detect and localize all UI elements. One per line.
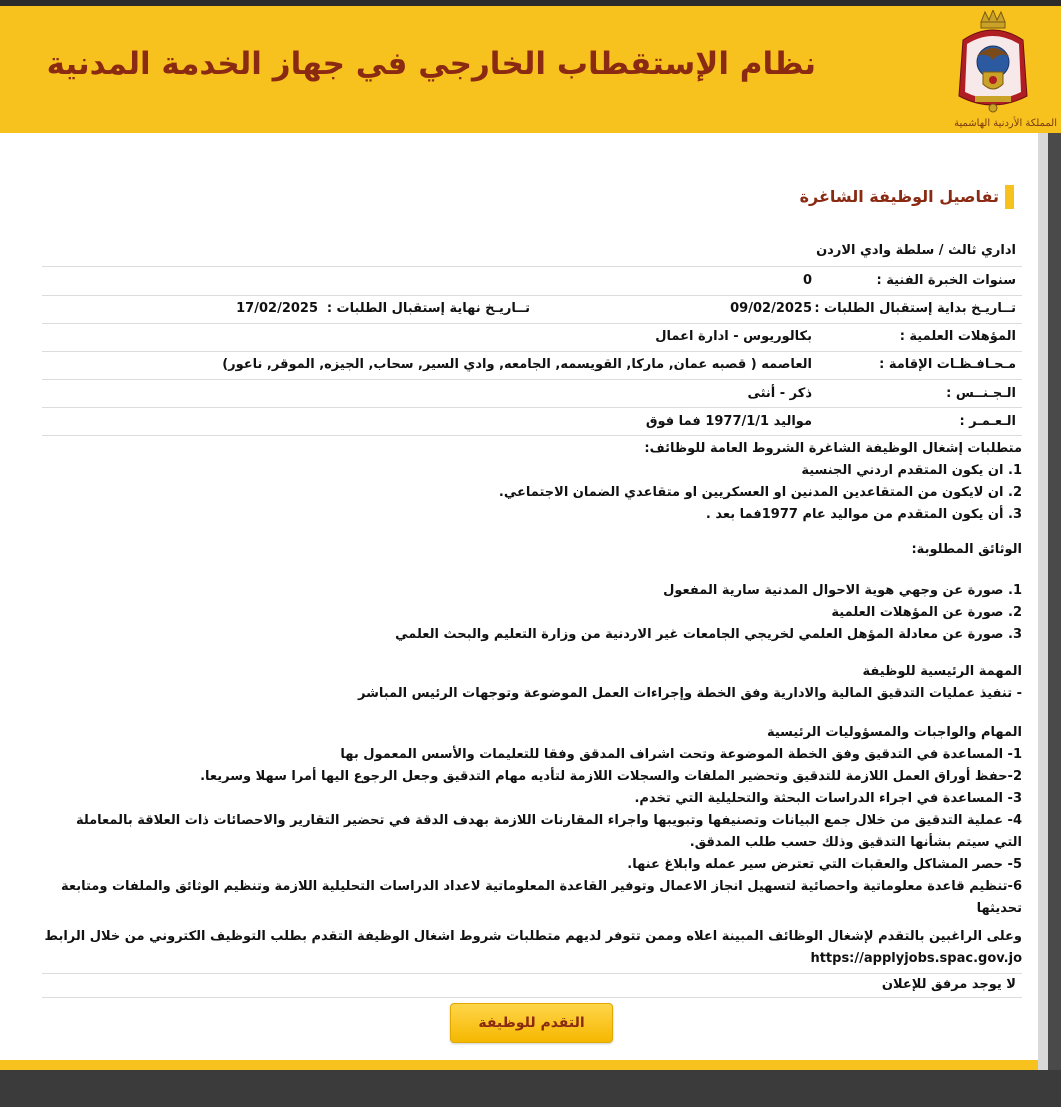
divider (42, 351, 1022, 352)
experience-value: 0 (802, 273, 812, 288)
duty-item: 2-حفظ أوراق العمل اللازمة للتدقيق وتحضير الملفات والسجلات اللازمة لتأديه مهام التدقيق وجعل الرجوع اليها أمرا سهلا وسريعا. (200, 769, 1022, 784)
bottom-strip (0, 1060, 1038, 1070)
divider (42, 379, 1022, 380)
document-item: 1. صورة عن وجهي هوية الاحوال المدنية سارية المفعول (663, 583, 1022, 598)
divider (42, 266, 1022, 267)
documents-list (44, 580, 1022, 646)
start-date-label: تــاريـخ بداية إستقبال الطلبات : (814, 301, 1016, 316)
duty-item: 1- المساعدة في التدقيق وفق الخطة الموضوعة وتحت اشراف المدقق وفقا للتعليمات والأسس المعمول بها (340, 747, 1022, 762)
duty-item: 6-تنظيم قاعدة معلوماتية واحصائية لتسهيل انجاز الاعمال وتوفير القاعدة المعلوماتية لاعداد الدراسات التحليلية اللازمة وتنظيم الوثائق والملفات ومتابعة تحديثها (61, 879, 1022, 916)
main-task-text: - تنفيذ عمليات التدقيق المالية والادارية وفق الخطة وإجراءات العمل الموضوعة وتوجهات الرئيس المباشر (358, 686, 1022, 701)
document-item: 3. صورة عن معادلة المؤهل العلمي لخريجي الجامعات غير الاردنية من وزارة التعليم والبحث العلمي (395, 627, 1022, 642)
job-title: اداري ثالث / سلطة وادي الاردن (816, 243, 1016, 258)
requirements-heading: متطلبات إشغال الوظيفة الشاغرة الشروط العامة للوظائف: (644, 441, 1022, 456)
job-details-page (0, 133, 1038, 1070)
qualifications-label: المؤهلات العلمية : (899, 329, 1016, 344)
bottom-area (0, 1070, 1061, 1107)
duty-item: 4- عملية التدقيق من خلال جمع البيانات وتصنيفها وتبويبها واجراء المقارنات اللازمة بهدف الدقة في تحضير التقارير والاحصائات ذات العلاقة بالمعاملة التي سيتم بشأنها التدقيق وذلك حسب طلب المدقق. (75, 813, 1022, 850)
gender-label: الـجـنــس : (946, 386, 1016, 401)
age-label: الـعـمـر : (959, 414, 1016, 429)
divider (42, 997, 1022, 998)
divider (42, 323, 1022, 324)
jordan-emblem-logo (953, 10, 1033, 134)
divider (42, 407, 1022, 408)
gender-value: ذكر - أنثى (747, 386, 812, 401)
duty-item: 5- حصر المشاكل والعقبات التي تعترض سير عمله وابلاغ عنها. (627, 857, 1022, 872)
main-task-heading: المهمة الرئيسية للوظيفة (862, 664, 1022, 679)
requirement-item: 2. ان لايكون من المتقاعدين المدنين او العسكريين او متقاعدي الضمان الاجتماعي. (498, 485, 1022, 500)
requirements-block (44, 438, 1022, 526)
attachment-note: لا يوجد مرفق للإعلان (881, 977, 1016, 992)
documents-block (44, 539, 1022, 561)
end-date-label: تــاريـخ نهاية إستقبال الطلبات : (326, 301, 530, 316)
residence-label: مـحـافـظـات الإقامة : (879, 357, 1016, 372)
section-title: تفاصيل الوظيفة الشاغرة (800, 185, 1014, 209)
duties-block (44, 722, 1022, 920)
site-header (0, 6, 1061, 133)
document-item: 2. صورة عن المؤهلات العلمية (831, 605, 1022, 620)
divider (42, 973, 1022, 974)
duties-heading: المهام والواجبات والمسؤوليات الرئيسية (766, 725, 1022, 740)
experience-label: سنوات الخبرة الفنية : (876, 273, 1016, 288)
closing-text: وعلى الراغبين بالتقدم لإشغال الوظائف المبينة اعلاه وممن تتوفر لديهم متطلبات شروط اشغال الوظيفة التقدم بطلب التوظيف الكتروني من خلال الرابط (44, 929, 1022, 944)
apply-link[interactable]: https://applyjobs.spac.gov.jo (810, 951, 1022, 966)
emblem-caption: المملكة الأردنية الهاشمية (954, 118, 1057, 129)
closing-block (44, 926, 1022, 970)
residence-value: العاصمه ( قصبه عمان, ماركا, القويسمه, الجامعه, وادي السير, سحاب, الجيزه, الموقر, ناعور) (222, 357, 812, 372)
start-date-value: 09/02/2025 (730, 301, 812, 316)
apply-button[interactable]: التقدم للوظيفة (450, 1003, 613, 1043)
requirement-item: 3. أن يكون المتقدم من مواليد عام 1977فما بعد . (705, 507, 1022, 522)
main-task-block (44, 661, 1022, 705)
documents-heading: الوثائق المطلوبة: (911, 542, 1022, 557)
requirement-item: 1. ان يكون المتقدم اردني الجنسية (801, 463, 1022, 478)
end-date-value: 17/02/2025 (236, 301, 318, 316)
scrollbar[interactable] (1038, 133, 1048, 1070)
divider (42, 295, 1022, 296)
site-title: نظام الإستقطاب الخارجي في جهاز الخدمة المدنية (46, 46, 816, 82)
age-value: مواليد 1977/1/1 فما فوق (645, 414, 812, 429)
duty-item: 3- المساعدة في اجراء الدراسات البحثة والتحليلية التي تخدم. (634, 791, 1022, 806)
divider (42, 435, 1022, 436)
qualifications-value: بكالوريوس - ادارة اعمال (655, 329, 812, 344)
